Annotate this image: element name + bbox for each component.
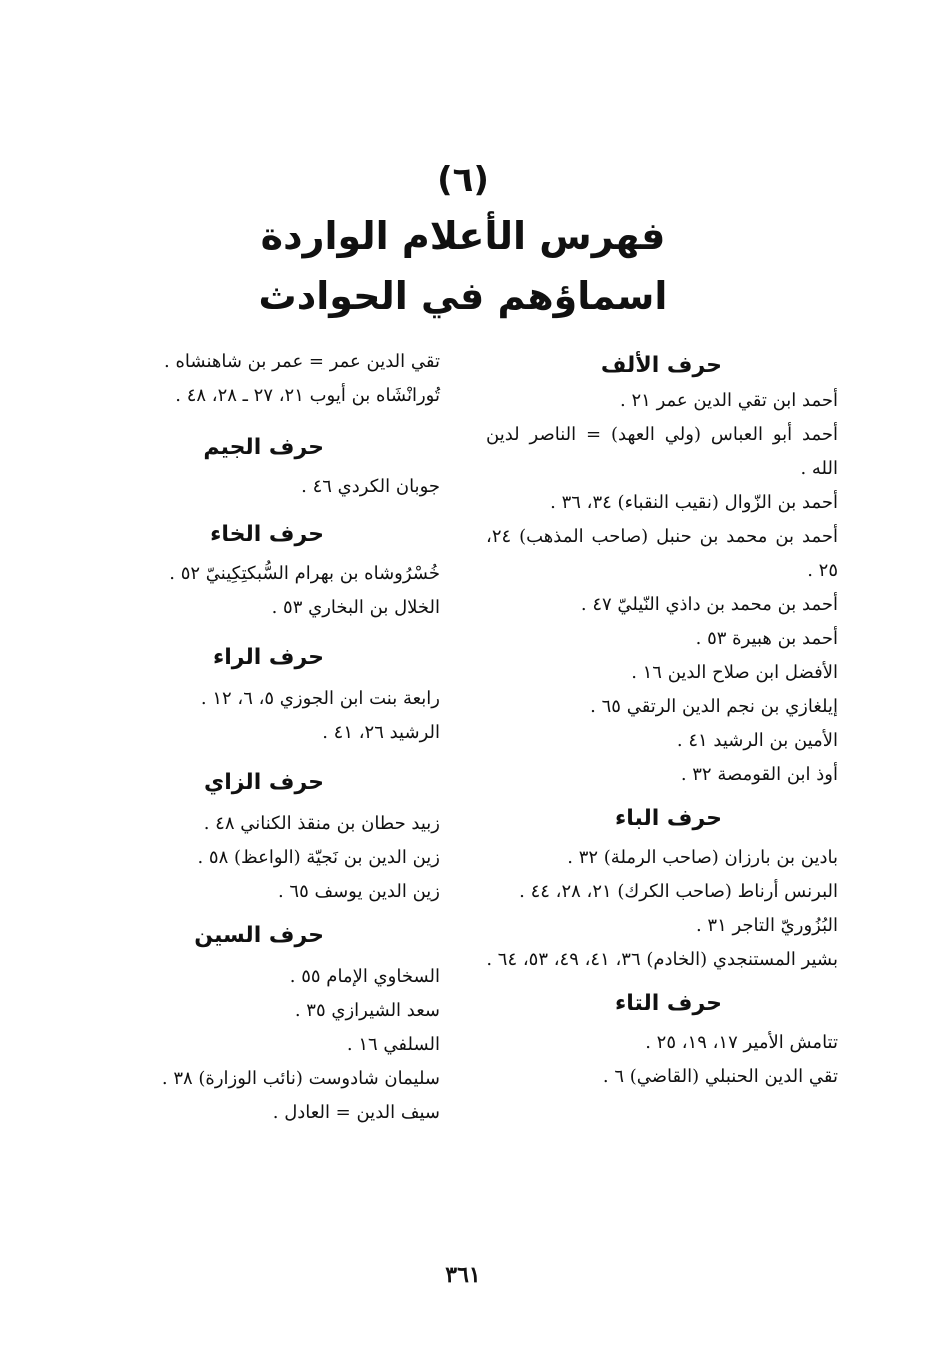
index-entry: سليمان شادوست (نائب الوزارة) ٣٨ .	[161, 1068, 440, 1089]
heading-alif: حرف الألف	[600, 353, 722, 378]
page-number: ٣٦١	[445, 1262, 481, 1288]
left-column	[110, 345, 440, 1130]
index-entry: أحمد بن محمد بن حنبل (صاحب المذهب) ٢٤، ٢٥ .	[486, 526, 838, 581]
index-entry: زين الدين يوسف ٦٥ .	[277, 881, 440, 902]
index-entry: تقي الدين عمر = عمر بن شاهنشاه .	[164, 351, 440, 372]
index-entry: أحمد أبو العباس (ولي العهد) = الناصر لدين الله .	[486, 424, 838, 479]
index-entry: خُسْرُوشاه بن بهرام السُّبكتِكِينيّ ٥٢ .	[169, 563, 440, 584]
index-entry: الأفضل ابن صلاح الدين ١٦ .	[631, 662, 838, 683]
index-entry: جوبان الكردي ٤٦ .	[301, 476, 440, 497]
index-entry: الخلال بن البخاري ٥٣ .	[271, 597, 440, 618]
right-column	[486, 345, 838, 1094]
index-entry: زين الدين بن نَجيّة (الواعظ) ٥٨ .	[197, 847, 440, 868]
index-entry: الرشيد ٢٦، ٤١ .	[322, 722, 440, 743]
heading-ra: حرف الراء	[212, 645, 324, 670]
index-entry: الأمين بن الرشيد ٤١ .	[676, 730, 838, 751]
index-entry: أحمد بن هبيرة ٥٣ .	[695, 628, 838, 649]
index-entry: أحمد بن محمد بن داذي النّيليّ ٤٧ .	[580, 594, 838, 615]
index-entry: زبيد حطان بن منقذ الكناني ٤٨ .	[203, 813, 440, 834]
heading-sin: حرف السين	[194, 923, 324, 948]
index-entry: بادين بن بارزان (صاحب الرملة) ٣٢ .	[567, 847, 838, 868]
index-entry: سيف الدين = العادل .	[272, 1102, 440, 1123]
index-entry: البُزُوريّ التاجر ٣١ .	[695, 915, 838, 936]
heading-jim: حرف الجيم	[203, 435, 324, 460]
heading-kha: حرف الخاء	[210, 522, 324, 547]
index-entry: السلفي ١٦ .	[346, 1034, 440, 1055]
section-number: (٦)	[437, 160, 489, 200]
index-entry: بشير المستنجدي (الخادم) ٣٦، ٤١، ٤٩، ٥٣، ٦٤ .	[486, 949, 838, 970]
index-entry: رابعة بنت ابن الجوزي ٥، ٦، ١٢ .	[200, 688, 440, 709]
index-entry: تقي الدين الحنبلي (القاضي) ٦ .	[602, 1066, 838, 1087]
heading-ta: حرف التاء	[614, 991, 722, 1016]
index-entry: تتامش الأمير ١٧، ١٩، ٢٥ .	[645, 1032, 838, 1053]
index-entry: سعد الشيرازي ٣٥ .	[294, 1000, 440, 1021]
index-entry: السخاوي الإمام ٥٥ .	[289, 966, 440, 987]
heading-zay: حرف الزاي	[204, 770, 324, 795]
index-entry: أحمد بن الزّوال (نقيب النقباء) ٣٤، ٣٦ .	[550, 492, 838, 513]
index-entry: إيلغازي بن نجم الدين الرتقي ٦٥ .	[590, 696, 838, 717]
index-title-line-1: فهرس الأعلام الواردة	[260, 214, 666, 258]
index-entry: أوذ ابن القومصة ٣٢ .	[680, 764, 838, 785]
heading-ba: حرف الباء	[614, 806, 722, 831]
index-title-line-2: اسماؤهم في الحوادث	[258, 274, 668, 318]
index-entry: البرنس أرناط (صاحب الكرك) ٢١، ٢٨، ٤٤ .	[519, 881, 838, 902]
index-entry: أحمد ابن تقي الدين عمر ٢١ .	[620, 390, 838, 411]
index-entry: تُورانْشَاه بن أيوب ٢١، ٢٧ ـ ٢٨، ٤٨ .	[175, 385, 440, 406]
